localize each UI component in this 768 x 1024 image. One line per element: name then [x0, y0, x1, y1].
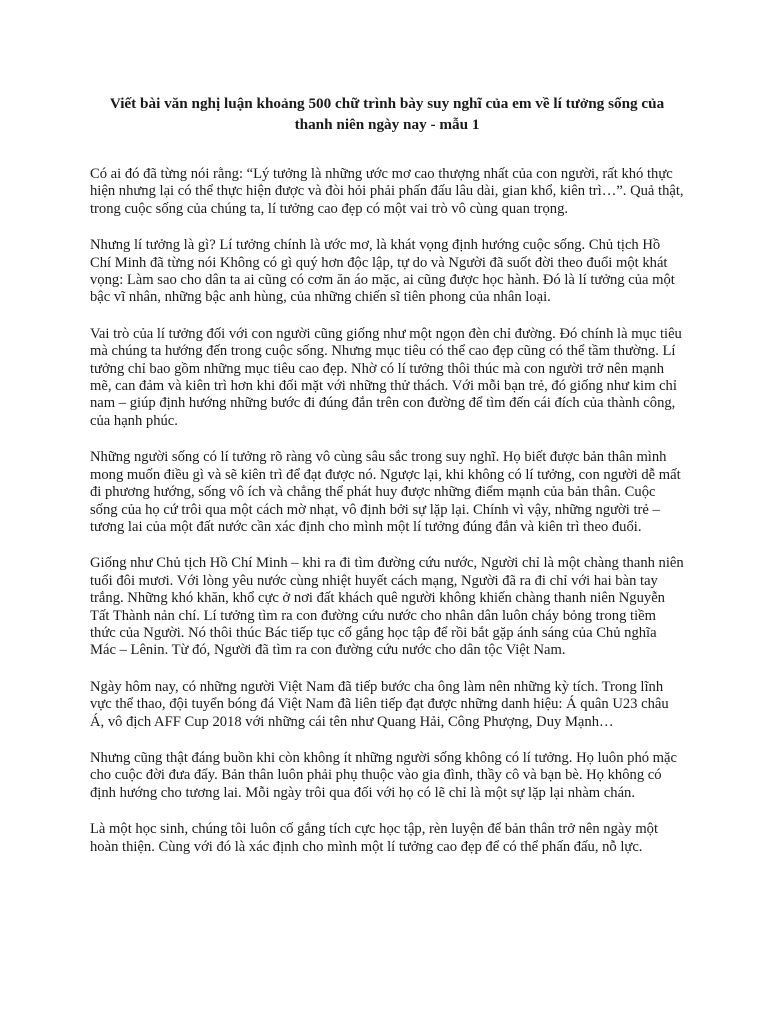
- paragraph: Ngày hôm nay, có những người Việt Nam đã tiếp bước cha ông làm nên những kỳ tích. Trong lĩnh vực thể thao, đội tuyển bóng đá Việt Nam đã liên tiếp đạt được những danh hiệu: Á quân U23 châu Á, vô địch AFF Cup 2018 với những cái tên như Quang Hải, Công Phượng, Duy Mạnh…: [90, 678, 669, 730]
- document-title: Viết bài văn nghị luận khoảng 500 chữ trình bày suy nghĩ của em về lí tưởng sống của thanh niên ngày nay - mẫu 1: [109, 95, 665, 133]
- paragraph: Giống như Chủ tịch Hồ Chí Minh – khi ra đi tìm đường cứu nước, Người chỉ là một chàng thanh niên tuổi đôi mươi. Với lòng yêu nước cùng nhiệt huyết cách mạng, Người đã ra đi chỉ với hai bàn tay trắng. Những khó khăn, khổ cực ở nơi đất khách quê người không khiến chàng thanh niên Nguyễn Tất Thành nản chí. Lí tưởng tìm ra con đường cứu nước cho nhân dân luôn cháy bỏng trong tiềm thức của Người. Nó thôi thúc Bác tiếp tục cố gắng học tập để rồi bắt gặp ánh sáng của Chủ nghĩa Mác – Lênin. Từ đó, Người đã tìm ra con đường cứu nước cho dân tộc Việt Nam.: [90, 555, 684, 659]
- paragraph: Nhưng lí tưởng là gì? Lí tưởng chính là ước mơ, là khát vọng định hướng cuộc sống. Chủ tịch Hồ Chí Minh đã từng nói Không có gì quý hơn độc lập, tự do và Người đã suốt đời theo đuổi một khát vọng: Làm sao cho dân ta ai cũng có cơm ăn áo mặc, ai cũng được học hành. Đó là lí tưởng của một bậc vĩ nhân, những bậc anh hùng, của những chiến sĩ tiên phong của nhân loại.: [90, 237, 675, 306]
- paragraph: Có ai đó đã từng nói rằng: “Lý tưởng là những ước mơ cao thượng nhất của con người, rất khó thực hiện nhưng lại có thể thực hiện được và đòi hỏi phải phấn đấu lâu dài, gian khổ, kiên trì…”. Quả thật, trong cuộc sống của chúng ta, lí tưởng cao đẹp có một vai trò vô cùng quan trọng.: [90, 166, 684, 217]
- paragraph: Là một học sinh, chúng tôi luôn cố gắng tích cực học tập, rèn luyện để bản thân trở nên ngày một hoàn thiện. Cùng với đó là xác định cho mình một lí tưởng cao đẹp để có thể phấn đấu, nỗ lực.: [90, 821, 659, 855]
- paragraph: Những người sống có lí tưởng rõ ràng vô cùng sâu sắc trong suy nghĩ. Họ biết được bản thân mình mong muốn điều gì và sẽ kiên trì để đạt được nó. Ngược lại, khi không có lí tưởng, con người dễ mất đi phương hướng, sống vô ích và chẳng thể phát huy được những điểm mạnh của bản thân. Cuộc sống của họ cứ trôi qua một cách mờ nhạt, vô định bởi sự lặp lại. Chính vì vậy, những người trẻ – tương lai của một đất nước cần xác định cho mình một lí tưởng đúng đắn và kiên trì theo đuổi.: [90, 449, 681, 535]
- paragraph: Vai trò của lí tưởng đối với con người cũng giống như một ngọn đèn chỉ đường. Đó chính là mục tiêu mà chúng ta hướng đến trong cuộc sống. Nhưng mục tiêu có thể cao đẹp cũng có thể tầm thường. Lí tưởng chỉ bao gồm những mục tiêu cao đẹp. Nhờ có lí tưởng thôi thúc mà con người trở nên mạnh mẽ, can đảm và kiên trì hơn khi đối mặt với những thử thách. Với mỗi bạn trẻ, đó giống như kim chỉ nam – giúp định hướng những bước đi đúng đắn trên con đường để tìm đến cái đích của thành công, của hạnh phúc.: [90, 325, 682, 429]
- paragraph: Nhưng cũng thật đáng buồn khi còn không ít những người sống không có lí tưởng. Họ luôn phó mặc cho cuộc đời đưa đẩy. Bản thân luôn phải phụ thuộc vào gia đình, thầy cô và bạn bè. Họ không có định hướng cho tương lai. Mỗi ngày trôi qua đối với họ có lẽ chỉ là một sự lặp lại nhàm chán.: [90, 749, 677, 801]
